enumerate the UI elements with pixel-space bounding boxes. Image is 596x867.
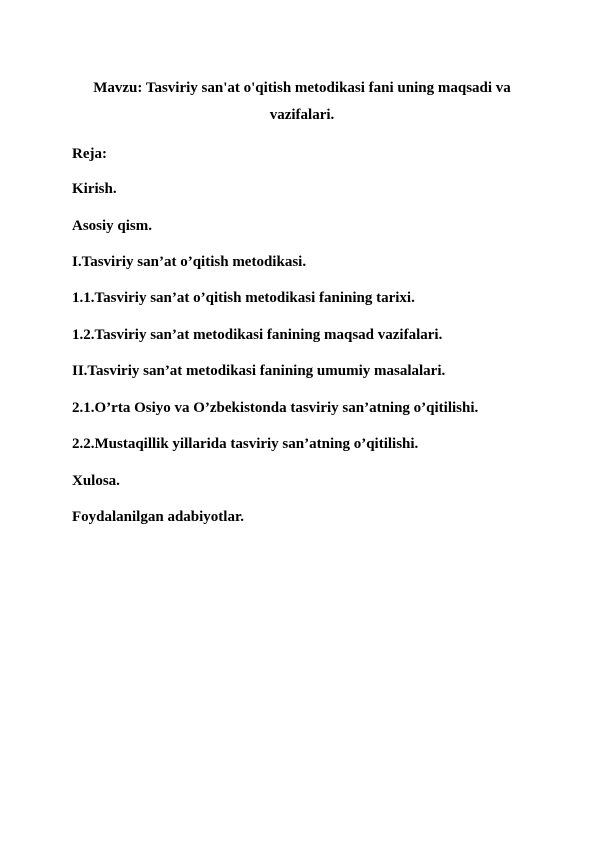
plan-item-section-2-1: 2.1.O’rta Osiyo va O’zbekistonda tasviriy san’atning o’qitilishi. [72, 400, 479, 416]
plan-item-section-2: II.Tasviriy san’at metodikasi fanining umumiy masalalari. [72, 363, 446, 379]
plan-item-section-1: I.Tasviriy san’at o’qitish metodikasi. [72, 254, 307, 270]
plan-item-section-1-2: 1.2.Tasviriy san’at metodikasi fanining maqsad vazifalari. [72, 327, 443, 343]
document-title-line-1: Mavzu: Tasviriy san'at o'qitish metodikasi fani uning maqsadi va [93, 80, 511, 96]
plan-item-section-1-1: 1.1.Tasviriy san’at o’qitish metodikasi fanining tarixi. [72, 290, 415, 306]
plan-heading: Reja: [72, 146, 107, 162]
document-title-line-2: vazifalari. [269, 107, 335, 123]
plan-item-section-2-2: 2.2.Mustaqillik yillarida tasviriy san’atning o’qitilishi. [72, 436, 419, 452]
plan-item-main-part: Asosiy qism. [72, 218, 153, 234]
plan-item-references: Foydalanilgan adabiyotlar. [72, 509, 244, 525]
plan-item-intro: Kirish. [72, 181, 117, 197]
plan-item-conclusion: Xulosa. [72, 473, 120, 489]
